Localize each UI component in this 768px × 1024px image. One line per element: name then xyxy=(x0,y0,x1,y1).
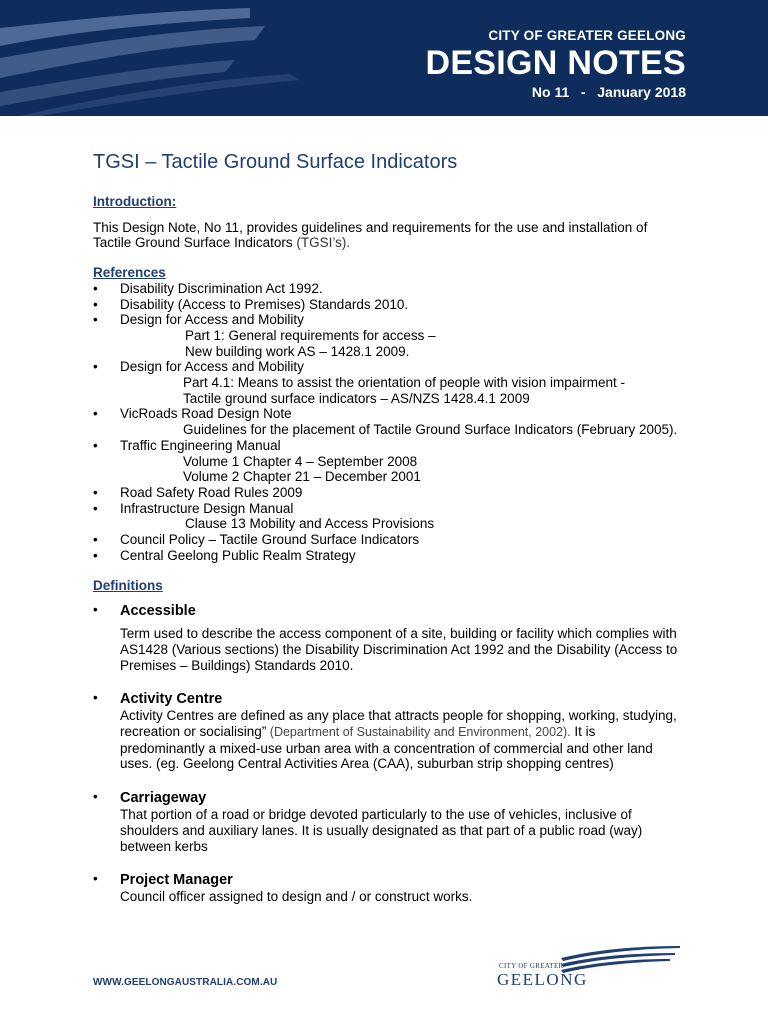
reference-subline: New building work AS – 1428.1 2009. xyxy=(185,343,410,359)
reference-item xyxy=(93,501,683,532)
document-title: TGSI – Tactile Ground Surface Indicators xyxy=(93,151,458,173)
reference-item xyxy=(93,406,683,437)
definition-text xyxy=(120,708,683,772)
introduction-body: This Design Note, No 11, provides guidelines and requirements for the use and installation of Tactile Ground Surface Indicators xyxy=(93,219,648,251)
reference-item xyxy=(93,281,683,297)
introduction-abbr: (TGSI’s). xyxy=(292,235,351,251)
reference-title: Central Geelong Public Realm Strategy xyxy=(120,547,356,563)
definition-text: That portion of a road or bridge devoted particularly to the use of vehicles, inclusive of shoulders and auxiliary lanes. It is usually designated as that part of a public road (way) between kerbs xyxy=(120,807,643,854)
definition-item xyxy=(93,690,683,772)
header-series-title: DESIGN NOTES xyxy=(425,44,686,82)
reference-title: Council Policy – Tactile Ground Surface Indicators xyxy=(120,532,420,548)
geelong-logo xyxy=(495,944,685,994)
reference-subline: Volume 1 Chapter 4 – September 2008 xyxy=(183,453,418,469)
introduction-heading: Introduction: xyxy=(93,194,177,209)
definition-citation: (Department of Sustainability and Environment, 2002). xyxy=(266,724,571,739)
definition-item xyxy=(93,789,683,854)
definition-term: • Activity Centre xyxy=(120,691,223,708)
document-body xyxy=(93,150,683,905)
reference-title: VicRoads Road Design Note xyxy=(120,406,292,422)
reference-item xyxy=(93,312,683,359)
reference-subline: Clause 13 Mobility and Access Provisions xyxy=(185,516,435,532)
reference-item xyxy=(93,297,683,313)
references-heading: References xyxy=(93,265,166,281)
reference-subline: Tactile ground surface indicators – AS/NZS 1428.4.1 2009 xyxy=(183,390,530,406)
header-issue: No 11 - January 2018 xyxy=(531,84,686,100)
footer-website-link[interactable]: WWW.GEELONGAUSTRALIA.COM.AU xyxy=(93,977,278,988)
reference-item xyxy=(93,532,683,548)
reference-subline: Volume 2 Chapter 21 – December 2001 xyxy=(183,469,421,485)
reference-title: Design for Access and Mobility xyxy=(120,359,304,375)
reference-title: Disability Discrimination Act 1992. xyxy=(120,280,323,296)
reference-item xyxy=(93,438,683,485)
reference-subline: Part 4.1: Means to assist the orientation of people with vision impairment - xyxy=(183,375,625,391)
definition-item xyxy=(93,602,683,673)
definition-item xyxy=(93,871,683,905)
reference-item xyxy=(93,359,683,406)
reference-title: Design for Access and Mobility xyxy=(120,312,304,328)
reference-title: Road Safety Road Rules 2009 xyxy=(120,484,303,500)
reference-subline: Guidelines for the placement of Tactile Ground Surface Indicators (February 2005). xyxy=(183,422,678,438)
header-banner xyxy=(0,0,768,116)
definition-term: • Carriageway xyxy=(120,790,207,807)
definition-body: Activity Centres are defined as any place that attracts people for shopping, working, studying, recreation or socialising” xyxy=(120,708,677,739)
reference-title: Disability (Access to Premises) Standards 2010. xyxy=(120,296,409,312)
definition-term: • Accessible xyxy=(120,603,196,620)
definition-text: Term used to describe the access component of a site, building or facility which complies with AS1428 (Various sections) the Disability Discrimination Act 1992 and the Disability (Access to Premises – Buildings) Standards 2010. xyxy=(120,626,678,673)
reference-subline: Part 1: General requirements for access – xyxy=(185,327,436,343)
definition-text: Council officer assigned to design and / or construct works. xyxy=(120,889,473,905)
logo-small-text: CITY OF GREATER xyxy=(499,962,564,970)
header-org: CITY OF GREATER GEELONG xyxy=(488,28,686,43)
introduction-text xyxy=(93,220,683,251)
reference-title: Infrastructure Design Manual xyxy=(120,500,294,516)
definition-term: • Project Manager xyxy=(120,872,233,889)
logo-big-text: GEELONG xyxy=(497,970,588,989)
reference-item xyxy=(93,548,683,564)
definitions-heading: Definitions xyxy=(93,578,163,594)
definition-body-cont: It is predominantly a mixed-use urban area with a concentration of commercial and other land uses. (eg. Geelong Central Activities Area (CAA), suburban strip shopping centres) xyxy=(120,723,653,772)
reference-title: Traffic Engineering Manual xyxy=(120,437,281,453)
reference-item xyxy=(93,485,683,501)
references-list xyxy=(93,281,683,564)
